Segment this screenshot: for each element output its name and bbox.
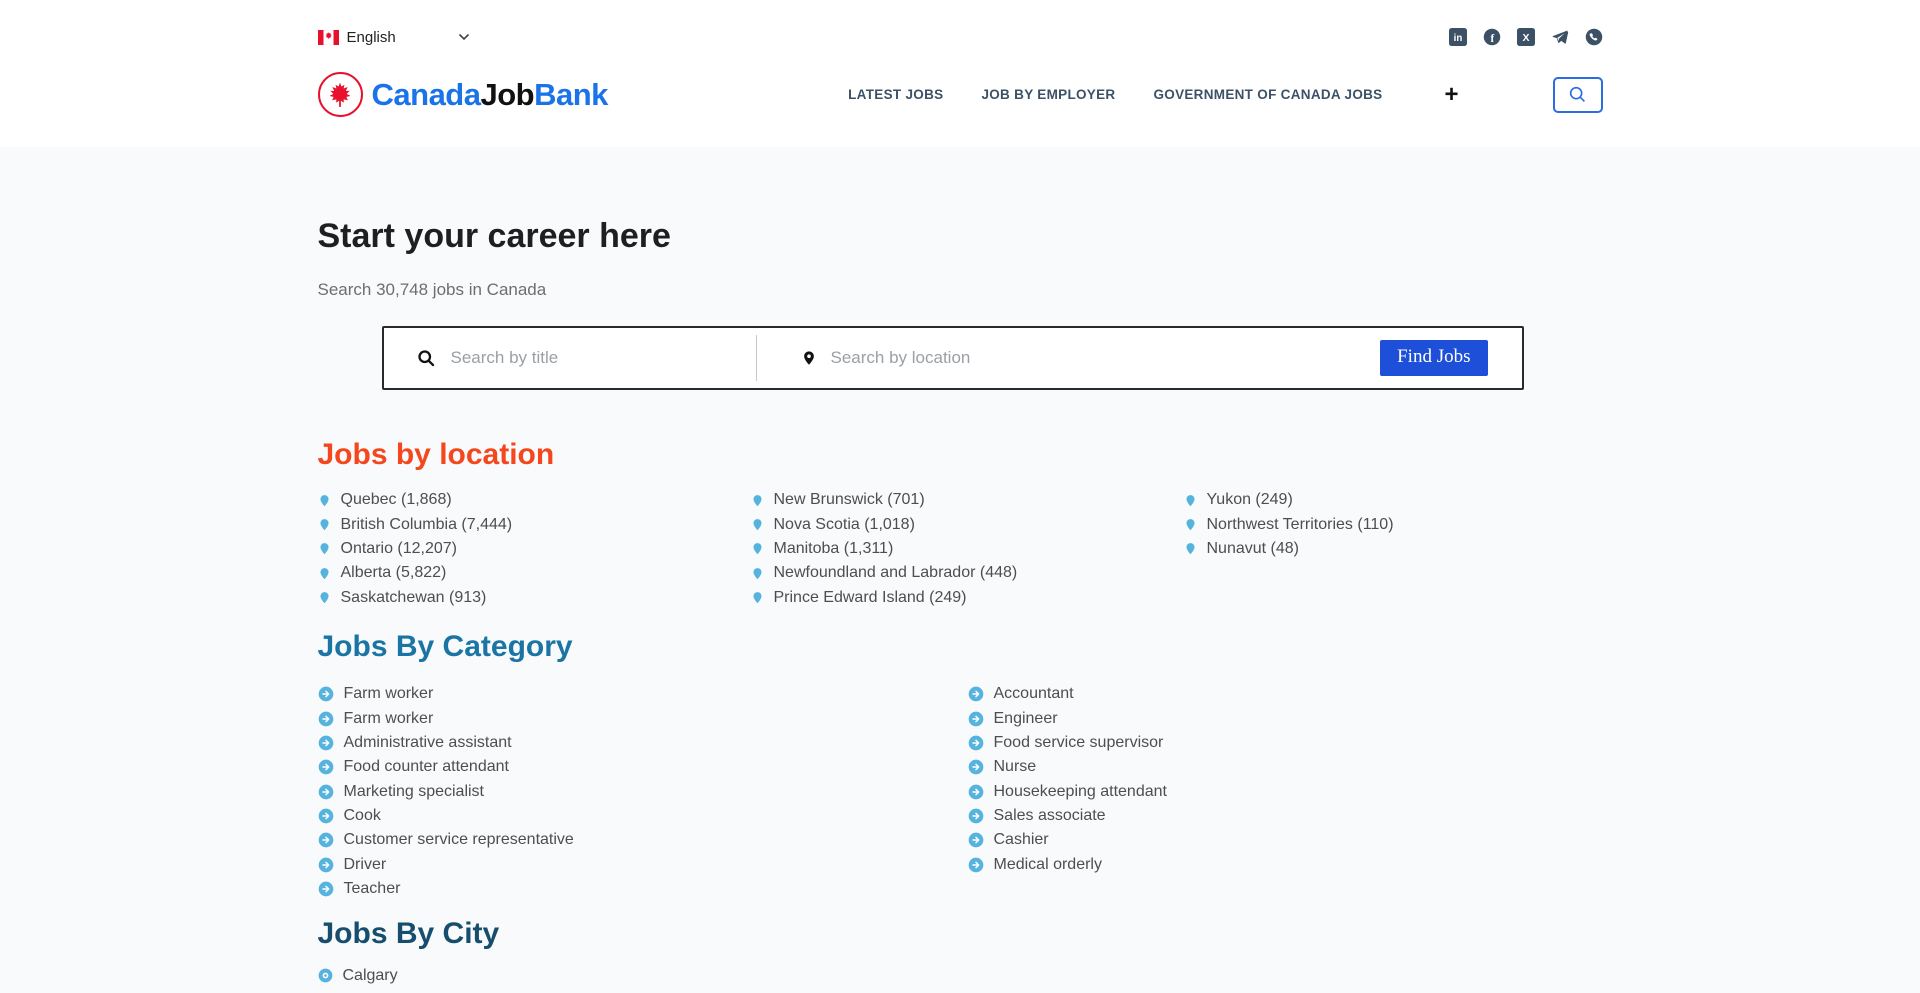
search-icon <box>1567 84 1589 106</box>
main-nav <box>848 77 1602 113</box>
site-header <box>0 52 1920 147</box>
pin-icon <box>751 565 764 582</box>
jobs-by-category-section <box>318 630 1603 902</box>
chevron-down-icon <box>458 33 470 41</box>
pin-icon <box>1184 540 1197 557</box>
job-search-form <box>382 326 1524 390</box>
search-icon <box>416 348 437 369</box>
arrow-circle-icon <box>968 759 984 775</box>
arrow-circle-icon <box>318 857 334 873</box>
pin-icon <box>318 540 331 557</box>
location-column <box>318 488 751 610</box>
pin-icon <box>318 516 331 533</box>
dot-circle-icon <box>318 968 333 983</box>
linkedin-icon[interactable] <box>1449 28 1467 46</box>
category-link[interactable]: Food counter attendant <box>318 755 968 779</box>
category-column <box>318 682 968 902</box>
location-link[interactable]: Alberta (5,822) <box>318 561 751 585</box>
location-link[interactable]: Quebec (1,868) <box>318 488 751 512</box>
social-links <box>1449 28 1603 46</box>
location-link[interactable]: Nunavut (48) <box>1184 537 1603 561</box>
location-link[interactable]: Prince Edward Island (249) <box>751 586 1184 610</box>
arrow-circle-icon <box>968 832 984 848</box>
location-link[interactable]: Manitoba (1,311) <box>751 537 1184 561</box>
location-link[interactable]: Ontario (12,207) <box>318 537 751 561</box>
arrow-circle-icon <box>318 759 334 775</box>
facebook-icon[interactable] <box>1483 28 1501 46</box>
search-title-input[interactable] <box>451 348 756 368</box>
nav-job-by-employer[interactable]: JOB BY EMPLOYER <box>981 87 1116 102</box>
arrow-circle-icon <box>318 808 334 824</box>
location-link[interactable]: Northwest Territories (110) <box>1184 512 1603 536</box>
arrow-circle-icon <box>318 711 334 727</box>
location-link[interactable]: Nova Scotia (1,018) <box>751 512 1184 536</box>
jobs-by-location-title: Jobs by location <box>317 438 555 471</box>
svg-text:in: in <box>1453 33 1462 45</box>
location-link[interactable]: Saskatchewan (913) <box>318 586 751 610</box>
category-link[interactable]: Cook <box>318 804 968 828</box>
jobs-by-city-title: Jobs By City <box>317 917 500 951</box>
location-link[interactable]: British Columbia (7,444) <box>318 512 751 536</box>
arrow-circle-icon <box>968 686 984 702</box>
language-selector[interactable] <box>318 29 470 46</box>
nav-expand-plus[interactable]: + <box>1444 80 1459 108</box>
category-link[interactable]: Teacher <box>318 877 968 901</box>
category-link[interactable]: Nurse <box>968 755 1603 779</box>
category-link[interactable]: Accountant <box>968 682 1603 706</box>
pin-icon <box>751 516 764 533</box>
category-link[interactable]: Driver <box>318 853 968 877</box>
main-content <box>0 147 1920 993</box>
logo-text: CanadaJobBank <box>371 76 608 112</box>
site-logo[interactable] <box>318 72 608 117</box>
city-link[interactable]: Calgary <box>318 963 1603 987</box>
telegram-icon[interactable] <box>1551 28 1569 46</box>
category-link[interactable]: Farm worker <box>318 682 968 706</box>
page-title: Start your career here <box>317 217 671 255</box>
category-link[interactable]: Farm worker <box>318 706 968 730</box>
pin-icon <box>1184 492 1197 509</box>
arrow-circle-icon <box>318 735 334 751</box>
category-link[interactable]: Engineer <box>968 706 1603 730</box>
category-link[interactable]: Medical orderly <box>968 853 1603 877</box>
pin-icon <box>318 589 331 606</box>
pin-icon <box>318 492 331 509</box>
canada-flag-icon <box>318 30 339 45</box>
pin-icon <box>1184 516 1197 533</box>
location-link[interactable]: Newfoundland and Labrador (448) <box>751 561 1184 585</box>
pin-icon <box>751 540 764 557</box>
category-link[interactable]: Customer service representative <box>318 828 968 852</box>
pin-icon <box>751 492 764 509</box>
maple-leaf-icon <box>318 72 363 117</box>
svg-text:f: f <box>1490 32 1494 45</box>
category-link[interactable]: Sales associate <box>968 804 1603 828</box>
whatsapp-icon[interactable] <box>1585 28 1603 46</box>
category-link[interactable]: Cashier <box>968 828 1603 852</box>
location-column <box>1184 488 1603 610</box>
category-link[interactable]: Marketing specialist <box>318 780 968 804</box>
arrow-circle-icon <box>968 711 984 727</box>
svg-text:X: X <box>1521 32 1530 45</box>
arrow-circle-icon <box>968 784 984 800</box>
arrow-circle-icon <box>318 686 334 702</box>
jobs-by-location-section <box>318 438 1603 610</box>
category-link[interactable]: Administrative assistant <box>318 731 968 755</box>
language-label: English <box>346 28 396 46</box>
category-link[interactable]: Housekeeping attendant <box>968 780 1603 804</box>
arrow-circle-icon <box>318 881 334 897</box>
nav-latest-jobs[interactable]: LATEST JOBS <box>848 87 944 102</box>
arrow-circle-icon <box>968 735 984 751</box>
pin-icon <box>318 565 331 582</box>
location-column <box>751 488 1184 610</box>
top-bar <box>0 0 1920 52</box>
pin-icon <box>751 589 764 606</box>
category-column <box>968 682 1603 902</box>
location-link[interactable]: Yukon (249) <box>1184 488 1603 512</box>
arrow-circle-icon <box>968 857 984 873</box>
find-jobs-button[interactable]: Find Jobs <box>1380 340 1487 376</box>
header-search-button[interactable] <box>1553 77 1603 113</box>
location-link[interactable]: New Brunswick (701) <box>751 488 1184 512</box>
job-count-subtitle: Search 30,748 jobs in Canada <box>317 280 547 299</box>
jobs-by-category-title: Jobs By Category <box>317 629 573 663</box>
search-location-input[interactable] <box>831 348 1381 368</box>
location-pin-icon <box>801 348 817 368</box>
nav-government-jobs[interactable]: GOVERNMENT OF CANADA JOBS <box>1153 87 1383 102</box>
arrow-circle-icon <box>318 784 334 800</box>
arrow-circle-icon <box>968 808 984 824</box>
jobs-by-city-section <box>318 917 1603 987</box>
arrow-circle-icon <box>318 832 334 848</box>
x-twitter-icon[interactable] <box>1517 28 1535 46</box>
category-link[interactable]: Food service supervisor <box>968 731 1603 755</box>
